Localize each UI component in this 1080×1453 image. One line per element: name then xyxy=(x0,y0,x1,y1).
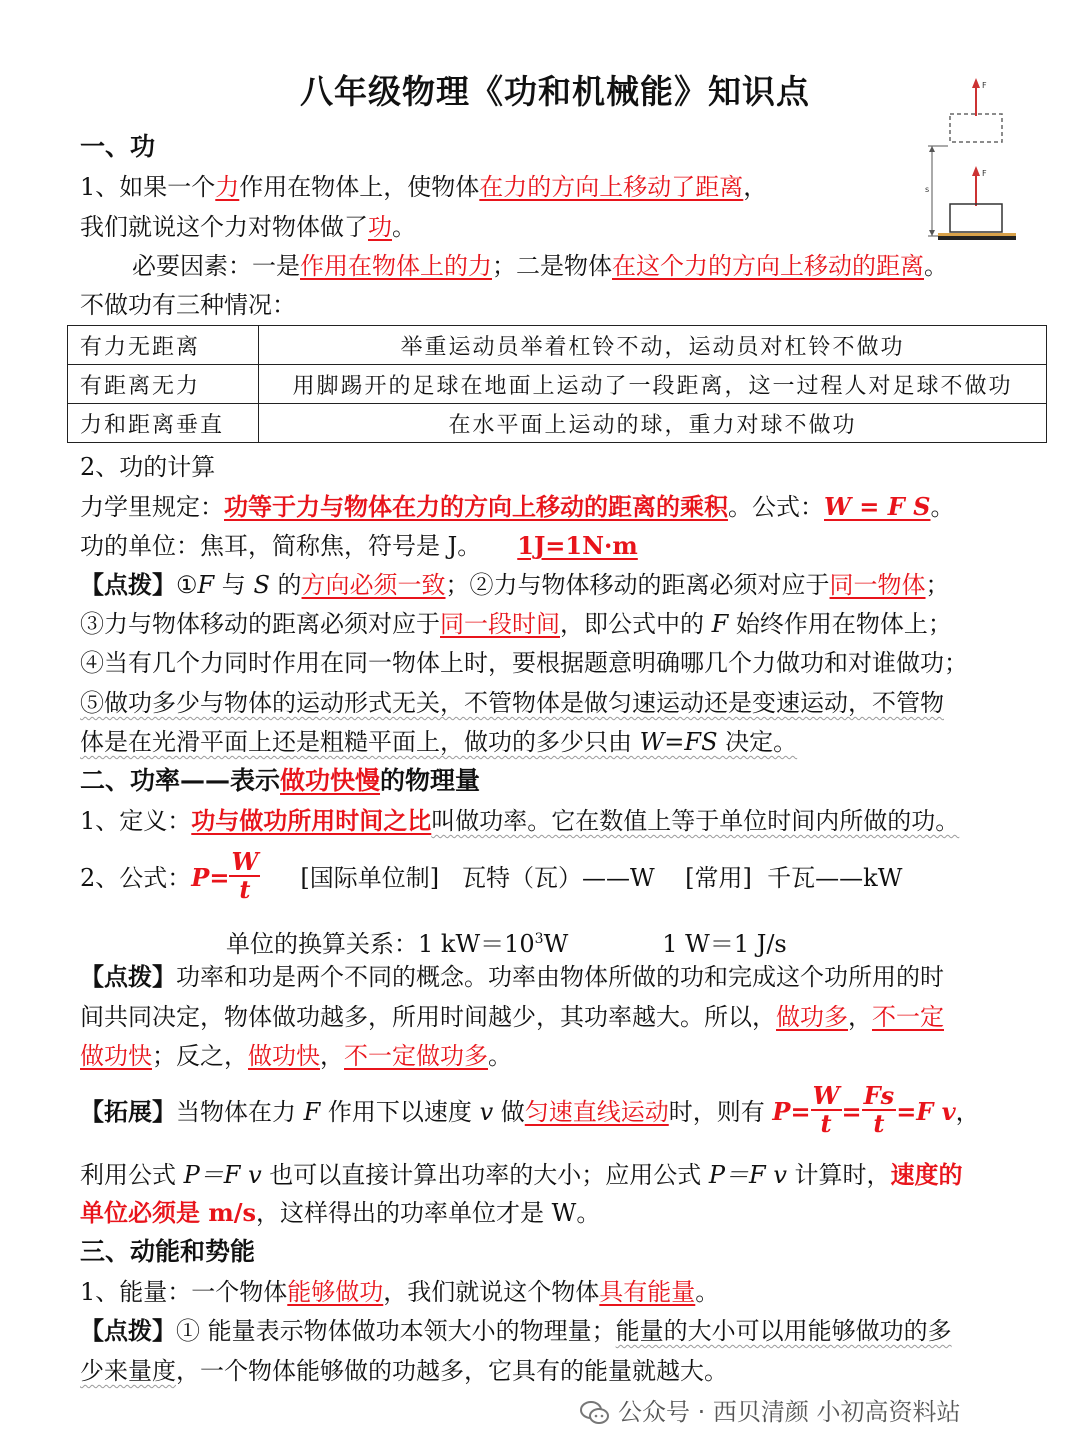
keyword-has-energy: 具有能量 xyxy=(599,1278,696,1306)
work-calc-heading: 2、功的计算 xyxy=(80,453,216,481)
work-tip-line1: 【点拨】①F 与 S 的方向必须一致；②力与物体移动的距离必须对应于同一物体； xyxy=(80,571,950,599)
work-diagram-illustration xyxy=(922,76,1022,244)
work-tip-line3: ④当有几个力同时作用在同一物体上时，要根据题意明确哪几个力做功和对谁做功； xyxy=(80,649,968,677)
section3-heading: 三、动能和势能 xyxy=(80,1237,256,1266)
keyword-moved-along-force: 在力的方向上移动了距离 xyxy=(479,173,744,201)
distance-label: s xyxy=(925,185,930,194)
keyword-uniform-motion: 匀速直线运动 xyxy=(524,1098,669,1126)
power-unit-conversion: 单位的换算关系：1 $kW=10^3W$ 1 W＝1 J/s xyxy=(226,930,787,958)
wechat-icon xyxy=(580,1400,610,1426)
keyword-same-direction: 方向必须一致 xyxy=(301,571,446,599)
keyword-force: 力 xyxy=(215,173,240,201)
power-tip-line3: 做功快；反之，做功快，不一定做功多。 xyxy=(80,1042,512,1070)
power-extension-line3: 单位必须是 m/s，这样得出的功率单位才是 W。 xyxy=(80,1198,601,1227)
watermark: 公众号 · 西贝清颜 小初高资料站 xyxy=(580,1392,961,1427)
work-definition-line1: 1、如果一个力作用在物体上，使物体在力的方向上移动了距离， xyxy=(80,173,768,201)
power-extension-line2: 利用公式 P＝F v 也可以直接计算出功率的大小；应用公式 P＝F v 计算时，速度的 xyxy=(80,1160,963,1189)
keyword-unit-m-per-s: 单位必须是 m/s xyxy=(80,1198,257,1227)
keyword-distance-along-force: 在这个力的方向上移动的距离 xyxy=(612,252,924,280)
power-tip-line1: 【点拨】功率和功是两个不同的概念。功率由物体所做的功和完成这个功所用的时 xyxy=(80,963,944,991)
case-kind: 力和距离垂直 xyxy=(68,404,259,443)
work-rule-line: 力学里规定：功等于力与物体在力的方向上移动的距离的乘积。公式：W = F S。 xyxy=(80,492,955,521)
case-kind: 有距离无力 xyxy=(68,365,259,404)
keyword-work-time-ratio: 功与做功所用时间之比 xyxy=(191,806,432,835)
section1-heading: 一、功 xyxy=(80,132,156,161)
work-tip-line4: ⑤做功多少与物体的运动形式无关，不管物体是做匀速运动还是变速运动，不管物 xyxy=(80,689,944,717)
case-desc: 用脚踢开的足球在地面上运动了一段距离，这一过程人对足球不做功 xyxy=(259,365,1047,404)
power-fraction: $\frac{W}{t}$ xyxy=(231,846,259,904)
no-work-intro: 不做功有三种情况： xyxy=(80,291,296,319)
keyword-same-object: 同一物体 xyxy=(829,571,926,599)
power-formula-line: 2、公式：P= $\frac{W}{t}$ [国际单位制] 瓦特（瓦）——W [常用] 千瓦——kW xyxy=(80,846,903,904)
work-unit-line: 功的单位：焦耳，简称焦，符号是 J。 1J=1N·m xyxy=(80,531,638,560)
page-title: 八年级物理《功和机械能》知识点 xyxy=(300,72,810,111)
energy-tip-line2: 少来量度，一个物体能够做的功越多，它具有的能量就越大。 xyxy=(80,1357,728,1385)
table-row xyxy=(68,326,1047,365)
power-units: [国际单位制] 瓦特（瓦）——W [常用] 千瓦——kW xyxy=(300,864,903,892)
work-definition-line2: 我们就说这个力对物体做了功。 xyxy=(80,213,416,241)
section2-heading: 二、功率——表示做功快慢的物理量 xyxy=(80,766,481,795)
keyword-can-do-work: 能够做功 xyxy=(287,1278,384,1306)
force-label-bottom: F xyxy=(982,169,987,178)
work-formula: W = F S xyxy=(824,492,931,521)
table-row xyxy=(68,365,1047,404)
necessary-factors-line: 必要因素：一是作用在物体上的力；二是物体在这个力的方向上移动的距离。 xyxy=(132,252,948,280)
energy-tip-line1: 【点拨】① 能量表示物体做功本领大小的物理量；能量的大小可以用能够做功的多 xyxy=(80,1317,952,1345)
keyword-work-product: 功等于力与物体在力的方向上移动的距离的乘积 xyxy=(224,492,728,521)
power-formula-lhs: P= xyxy=(191,863,230,892)
work-tip-line2: ③力与物体移动的距离必须对应于同一段时间，即公式中的 F 始终作用在物体上； xyxy=(80,610,952,638)
case-desc: 在水平面上运动的球，重力对球不做功 xyxy=(259,404,1047,443)
case-kind: 有力无距离 xyxy=(68,326,259,365)
keyword-work: 功 xyxy=(368,213,392,241)
power-definition-line: 1、定义：功与做功所用时间之比叫做功率。它在数值上等于单位时间内所做的功。 xyxy=(80,806,960,835)
force-label-top: F xyxy=(982,81,987,90)
power-extension-line1: 【拓展】当物体在力 F 作用下以速度 v 做匀速直线运动时，则有 P= $\frac{W}{t}$ = $\frac{Fs}{t}$ =F v， xyxy=(80,1080,980,1138)
power-fraction-w-t: $\frac{W}{t}$ xyxy=(812,1080,840,1138)
power-fraction-fs-t: $\frac{Fs}{t}$ xyxy=(863,1080,895,1138)
energy-definition-line: 1、能量：一个物体能够做功，我们就说这个物体具有能量。 xyxy=(80,1278,720,1306)
power-tip-line2: 间共同决定，物体做功越多，所用时间越少，其功率越大。所以，做功多，不一定 xyxy=(80,1003,944,1031)
case-desc: 举重运动员举着杠铃不动，运动员对杠铃不做功 xyxy=(259,326,1047,365)
joule-definition: 1J=1N·m xyxy=(517,531,638,560)
table-row xyxy=(68,404,1047,443)
keyword-work-speed: 做功快慢 xyxy=(280,766,381,795)
no-work-cases-table xyxy=(67,325,1047,443)
keyword-same-time: 同一段时间 xyxy=(440,610,560,638)
work-tip-line5: 体是在光滑平面上还是粗糙平面上，做功的多少只由 W=FS 决定。 xyxy=(80,728,798,756)
keyword-force-on-object: 作用在物体上的力 xyxy=(300,252,492,280)
